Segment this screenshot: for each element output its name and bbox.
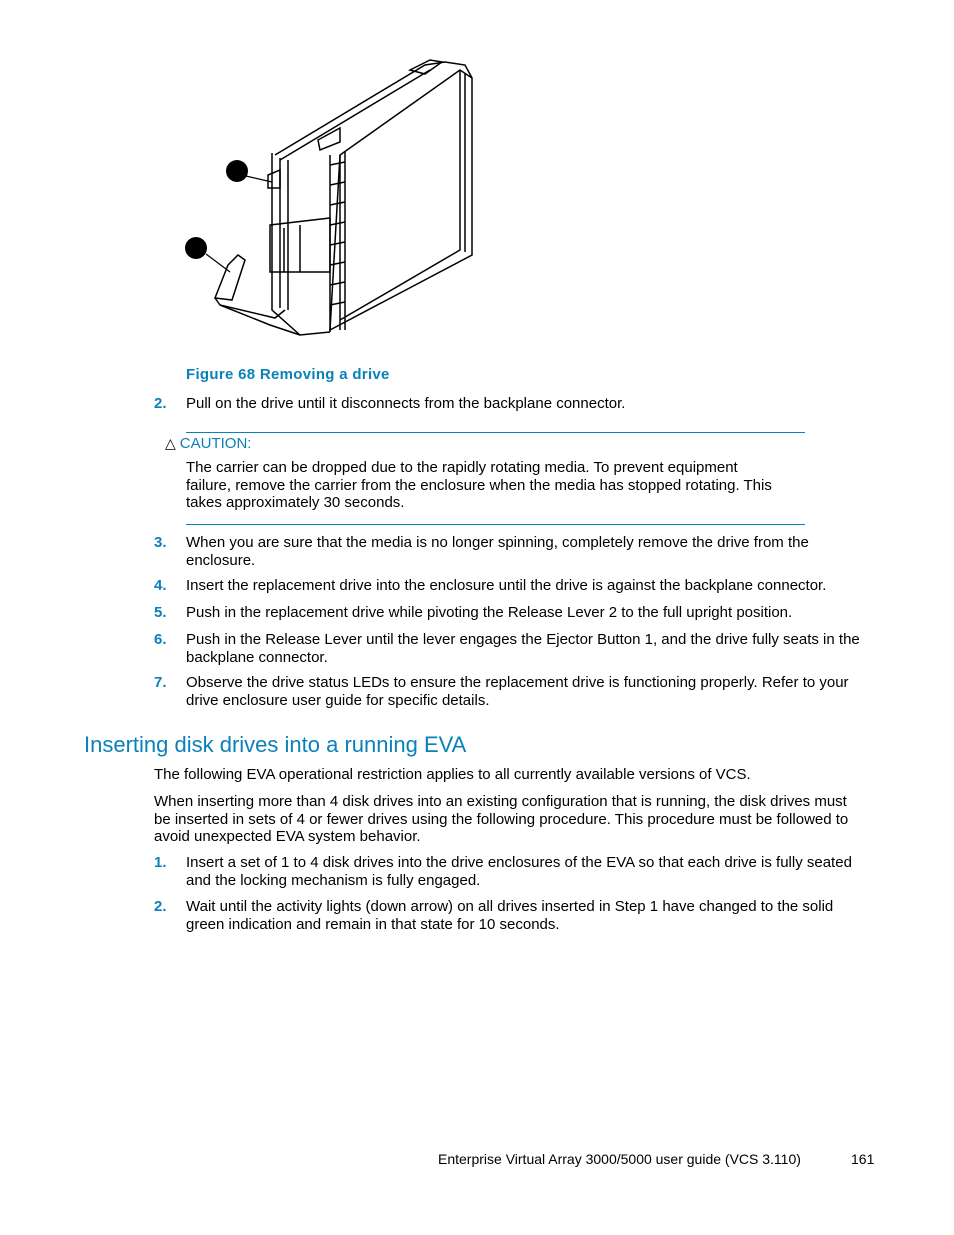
list-item [154,577,864,595]
list-item [154,674,864,709]
step-number: 6. [154,631,167,648]
caution-text: The carrier can be dropped due to the rapidly rotating media. To prevent equipment failure, remove the carrier from the enclosure when the media has stopped rotating. This takes approximately 30 seconds. [186,459,772,511]
figure-caption: Figure 68 Removing a drive [186,366,390,383]
section-paragraph: When inserting more than 4 disk drives into an existing configuration that is running, the disk drives must be inserted in sets of 4 or fewer drives using the following procedure. This procedure must be followed to avoid unexpected EVA system behavior. [154,793,849,845]
drive-carrier [215,60,472,335]
list-item [154,534,864,569]
callout-2-dot [185,237,207,259]
step-text: Insert the replacement drive into the enclosure until the drive is against the backplane connector. [186,577,827,594]
step-number: 3. [154,534,167,551]
drive-removal-illustration [180,50,480,350]
page-number: 161 [851,1151,875,1167]
warning-triangle-icon: △ [165,435,176,451]
list-item [154,631,864,666]
step-text: Wait until the activity lights (down arrow) on all drives inserted in Step 1 have changed to the solid green indication and remain in that state for 10 seconds. [186,898,834,933]
step-number: 2. [154,898,167,915]
step-text: Observe the drive status LEDs to ensure the replacement drive is functioning properly. Refer to your drive enclosure user guide for specific details. [186,674,849,709]
step-number: 5. [154,604,167,621]
caution-top-rule [186,432,805,433]
step-number: 4. [154,577,167,594]
callout-1-dot [226,160,248,182]
step-text: Push in the Release Lever until the lever engages the Ejector Button 1, and the drive fully seats in the backplane connector. [186,631,860,666]
step-number: 1. [154,854,167,871]
list-item [154,604,864,622]
footer-title: Enterprise Virtual Array 3000/5000 user guide (VCS 3.110) [438,1151,801,1167]
caution-bottom-rule [186,524,805,525]
caution-label: CAUTION: [179,435,252,452]
section-heading: Inserting disk drives into a running EVA [84,732,467,757]
list-item [154,395,864,413]
section-paragraph: The following EVA operational restriction applies to all currently available versions of VCS. [154,766,751,783]
step-text: When you are sure that the media is no longer spinning, completely remove the drive from the enclosure. [186,534,809,569]
step-text: Insert a set of 1 to 4 disk drives into the drive enclosures of the EVA so that each drive is fully seated and the locking mechanism is fully engaged. [186,854,852,889]
step-text: Push in the replacement drive while pivoting the Release Lever 2 to the full upright position. [186,604,793,621]
list-item [154,898,864,933]
step-number: 2. [154,395,167,412]
list-item [154,854,864,889]
step-number: 7. [154,674,167,691]
step-text: Pull on the drive until it disconnects from the backplane connector. [186,395,626,412]
caution-heading [165,435,251,452]
